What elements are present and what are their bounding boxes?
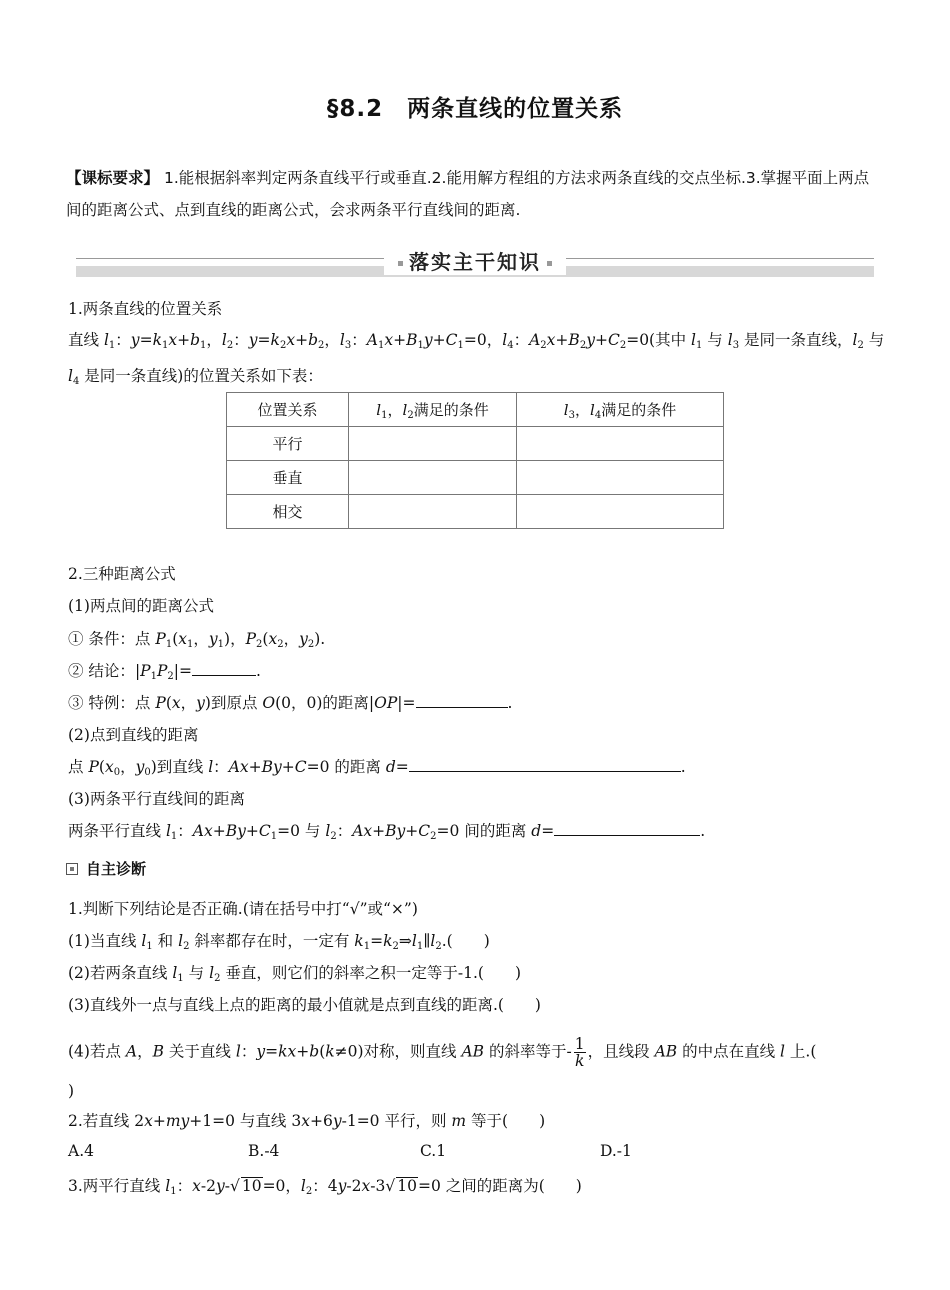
question-3: 3.两平行直线 $l_1$：x-2y-√ 10=0，$l_2$：4y-2x-3√ 10=0 之间的距离为( ) <box>68 1177 582 1197</box>
question-1-part-4: (4)若点 A，B 关于直线 l：y=kx+b(k≠0)对称，则直线 AB 的斜率等于- $\frac{1}{k}$ ，且线段 AB 的中点在直线 l 上.( <box>68 1035 817 1070</box>
section1-heading: 1.两条直线的位置关系 <box>68 300 223 318</box>
self-diagnosis-heading: 自主诊断 <box>66 858 146 879</box>
table-row-label: 平行 <box>227 427 349 461</box>
table-cell <box>349 461 517 495</box>
square-icon <box>66 863 78 875</box>
section2-item2: ② 结论：$|P_1P_2|=$ . <box>68 662 261 682</box>
fraction: $\frac{1}{k}$ <box>574 1035 585 1070</box>
question-1-part-2: (2)若两条直线 $l_1$ 与 $l_2$ 垂直，则它们的斜率之积一定等于-1.( ) <box>68 964 521 984</box>
option-d: D.-1 <box>600 1142 632 1160</box>
relation-table <box>226 392 724 529</box>
section2-sub1: (1)两点间的距离公式 <box>68 597 214 615</box>
section2-parallel: 两条平行直线 $l_1$：$Ax+By+C_1=0$ 与 $l_2$：$Ax+By+C_2=0$ 间的距离 d= . <box>68 822 706 842</box>
question-1: 1.判断下列结论是否正确.(请在括号中打“√”或“×”) <box>68 900 418 918</box>
table-cell <box>349 495 517 529</box>
table-row-label: 垂直 <box>227 461 349 495</box>
question-1-part-4-close: ) <box>68 1082 75 1100</box>
table-header: $l_1$，$l_2$满足的条件 <box>349 393 517 427</box>
section2-point-line: 点 $P(x_0$，$y_0$)到直线 l：Ax+By+C=0 的距离 d= . <box>68 758 686 778</box>
page-title: §8.2 两条直线的位置关系 <box>326 96 624 122</box>
table-cell <box>517 495 724 529</box>
table-cell <box>349 427 517 461</box>
section2-item3: ③ 特例：点 P(x，y)到原点 O(0，0)的距离|OP|= . <box>68 694 513 712</box>
section-banner <box>76 246 874 278</box>
table-row-label: 相交 <box>227 495 349 529</box>
requirements-text: 1.能根据斜率判定两条直线平行或垂直.2.能用解方程组的方法求两条直线的交点坐标.3.掌握平面上两点间的距离公式、点到直线的距离公式，会求两条平行直线间的距离. <box>66 169 870 219</box>
section2-heading: 2.三种距离公式 <box>68 565 176 583</box>
option-c: C.1 <box>420 1142 447 1160</box>
table-cell <box>517 461 724 495</box>
table-header: 位置关系 <box>227 393 349 427</box>
section2-item1: ① 条件：点 $P_1(x_1$，$y_1$)，$P_2(x_2$，$y_2$). <box>68 630 326 650</box>
course-requirements <box>66 162 884 226</box>
table-header: $l_3$，$l_4$满足的条件 <box>517 393 724 427</box>
question-2: 2.若直线 2x+my+1=0 与直线 3x+6y-1=0 平行，则 m 等于( ) <box>68 1112 546 1130</box>
requirements-tag: 【课标要求】 <box>66 169 160 187</box>
question-1-part-3: (3)直线外一点与直线上点的距离的最小值就是点到直线的距离.( ) <box>68 996 541 1014</box>
banner-label: 落实主干知识 <box>384 246 566 275</box>
section2-sub2: (2)点到直线的距离 <box>68 726 199 744</box>
option-b: B.-4 <box>248 1142 280 1160</box>
section2-sub3: (3)两条平行直线间的距离 <box>68 790 245 808</box>
question-1-part-1: (1)当直线 $l_1$ 和 $l_2$ 斜率都存在时，一定有 $k_1=k_2\Rightarrow l_1\parallel l_2$.( ) <box>68 932 490 952</box>
table-cell <box>517 427 724 461</box>
option-a: A.4 <box>68 1142 94 1160</box>
section1-intro: 直线 $l_1$：$y=k_1x+b_1$，$l_2$：$y=k_2x+b_2$，$l_3$：$A_1x+B_1y+C_1=0$，$l_4$：$A_2x+B_2y+C_2=0$(其中 $l_1$ 与 $l_3$ 是同一条直线，$l_2$ 与 $l_4$ 是同一条直线)的位置关系如下表： <box>68 331 885 387</box>
